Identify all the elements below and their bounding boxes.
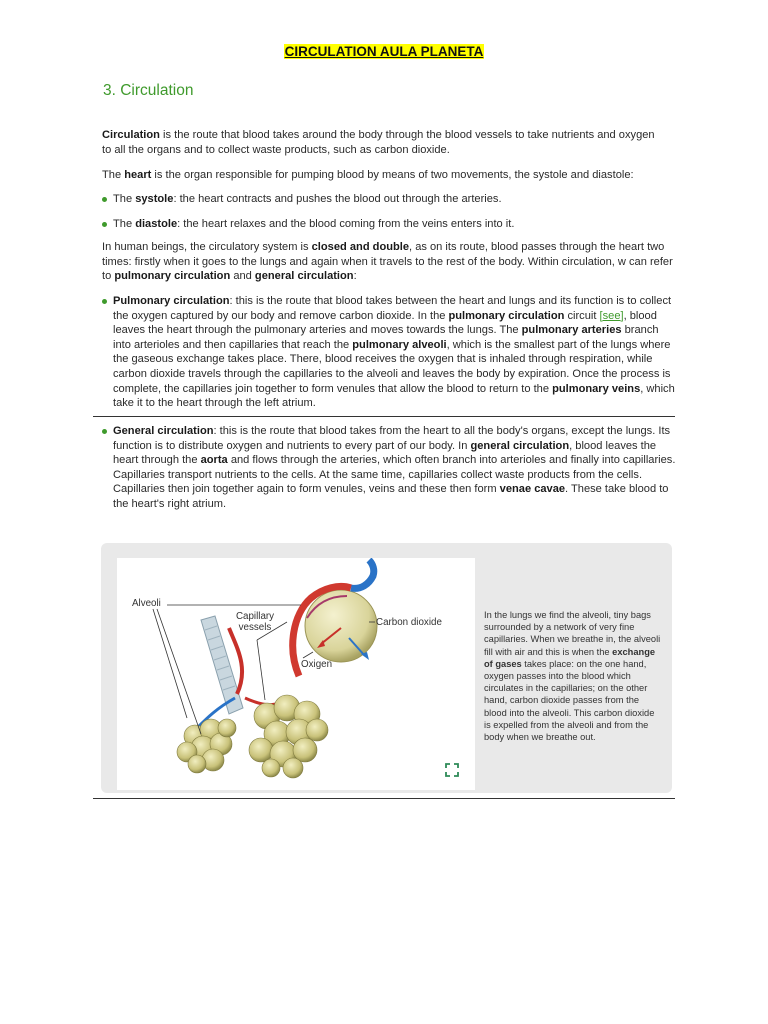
systole-text: : the heart contracts and pushes the blood out through the arteries.	[173, 193, 502, 205]
capillary-blue-loop	[351, 560, 374, 588]
term-pulmonary-circulation: pulmonary circulation	[114, 270, 231, 283]
general-t4: . These take blood to the heart's right atrium.	[113, 483, 669, 510]
pulmonary-t3: , blood leaves the heart through the pulmonary arteries and moves towards the lungs. The	[113, 309, 657, 337]
alveoli-cluster-right	[249, 695, 328, 778]
term-diastole: diastole	[135, 217, 178, 230]
human-mid: , as on its route, blood passes through the heart two times: firstly when it goes to the lungs and again when it travels to the rest of the body. Within circulation, w can refer to	[102, 241, 673, 283]
general-t1: : this is the route that blood takes from the heart to all the body's organs, except the lungs. Its function is to distribute oxygen and nutrients to every part of our body. In	[113, 425, 671, 452]
page-divider-2	[93, 798, 675, 799]
general-t2: , blood leaves the heart through the	[113, 439, 657, 467]
alveoli-diagram	[117, 558, 475, 790]
human-and: and	[230, 270, 255, 283]
pulmonary-b1: pulmonary circulation	[448, 309, 565, 322]
diastole-text: : the heart relaxes and the blood coming from the veins enters into it.	[177, 217, 515, 230]
pulmonary-t1: : this is the route that blood takes between the heart and lungs and its function is to collect the oxygen captured by our body and remove carbon dioxide. In the	[113, 295, 672, 322]
general-b3: venae cavae	[499, 483, 566, 496]
pulmonary-b3: pulmonary alveoli	[352, 338, 447, 351]
general-circulation-block	[102, 424, 676, 523]
document-title-text: CIRCULATION AULA PLANETA	[284, 44, 484, 59]
pulmonary-b4: pulmonary veins	[552, 382, 641, 395]
pulmonary-t5: , which is the smallest part of the lungs where the gaseous exchange takes place. There, blood receives the oxygen that is inhaled through respiration, while carbon dioxide travels through the capillaries to the alveoli and leaves the body by expiration. Once the process is complete, the capillaries join together to form venules that allow the blood to return to the	[113, 338, 671, 395]
intro-heart-text: is the organ responsible for pumping blood by means of two movements, the systole and diastole:	[151, 169, 634, 181]
general-b1: general circulation	[470, 439, 570, 452]
label-capillary-vessels: Capillary vessels	[235, 611, 275, 633]
heart-movements-list	[102, 192, 662, 242]
human-circulation-paragraph	[102, 240, 676, 284]
intro-heart-pre: The	[102, 169, 125, 181]
intro-paragraph-heart	[102, 168, 682, 183]
term-closed-double: closed and double	[311, 241, 410, 253]
intro-paragraph-circulation	[102, 128, 662, 157]
diastole-pre: The	[113, 217, 136, 230]
pulmonary-t2: circuit	[564, 309, 600, 322]
term-general-circulation: general circulation	[254, 270, 354, 283]
caption-term-exchange: exchange of gases	[484, 646, 656, 669]
list-item-systole	[102, 192, 662, 207]
term-heart: heart	[124, 169, 152, 181]
label-alveoli: Alveoli	[132, 598, 161, 609]
human-end: :	[353, 270, 357, 283]
list-item-general	[102, 424, 676, 512]
see-link[interactable]: [see]	[599, 309, 624, 322]
pulmonary-term: Pulmonary circulation	[113, 295, 230, 307]
alveoli-figure-card	[101, 543, 672, 793]
caption-text-1: In the lungs we find the alveoli, tiny bags surrounded by a network of very fine capillaries. When we breathe in, the alveoli fill with air and this is when the	[484, 610, 661, 657]
label-oxigen: Oxigen	[301, 659, 333, 670]
human-pre: In human beings, the circulatory system is	[102, 241, 312, 253]
term-systole: systole	[135, 193, 174, 205]
alveolus-enlarged	[305, 590, 377, 662]
intro-text: is the route that blood takes around the body through the blood vessels to take nutrients and oxygen to all the organs and to collect waste products, such as carbon dioxide.	[102, 129, 655, 156]
alveoli-cluster-left	[177, 719, 236, 773]
section-heading: 3. Circulation	[103, 82, 194, 99]
pulmonary-b2: pulmonary arteries	[521, 324, 622, 337]
pulmonary-circulation-block	[102, 294, 676, 422]
pulmonary-t6: , which take it to the heart through the left atrium.	[113, 382, 675, 410]
term-circulation: Circulation	[102, 129, 160, 141]
alveoli-illustration	[117, 558, 475, 790]
list-item-pulmonary	[102, 294, 676, 411]
figure-caption	[484, 609, 662, 743]
general-b2: aorta	[200, 454, 228, 467]
list-item-diastole	[102, 217, 662, 232]
label-carbon-dioxide: Carbon dioxide	[376, 617, 442, 628]
document-title	[0, 43, 768, 61]
general-t3: and flows through the arteries, which often branch into arterioles and finally into capillaries. Capillaries transport nutrients to the cells. At the same time, capillaries collect waste products from the cells. Capillaries then join together again to form venules, veins and these then form	[113, 454, 676, 496]
pulmonary-t4: branch into arterioles and then capillaries that reach the	[113, 324, 659, 351]
page-divider-1	[93, 416, 675, 417]
systole-pre: The	[113, 193, 136, 205]
expand-icon[interactable]	[445, 763, 459, 777]
caption-text-2: takes place: on the one hand, oxygen passes into the blood which circulates in the capillaries; on the other hand, carbon dioxide passes from the blood into the alveoli. This carbon dioxide is expelled from the alveoli and from the body when we breathe out.	[484, 658, 655, 743]
general-term: General circulation	[113, 425, 214, 437]
